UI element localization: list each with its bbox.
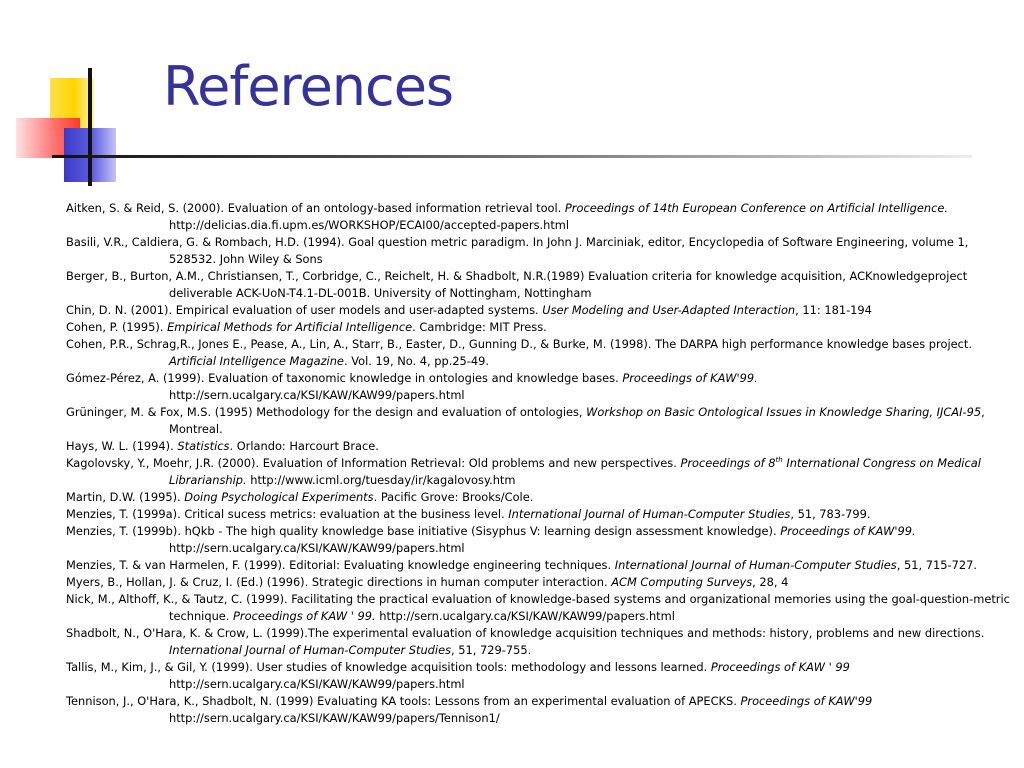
reference-entry bbox=[66, 506, 1016, 523]
reference-text: Aitken, S. & Reid, S. (2000). Evaluation of an ontology-based information retrieval tool. bbox=[66, 201, 565, 215]
reference-italic-text: Doing Psychological Experiments bbox=[184, 490, 374, 504]
reference-text: Menzies, T. (1999b). hQkb - The high quality knowledge base initiative (Sisyphus V: learning design assessment knowledge). bbox=[66, 524, 781, 538]
reference-superscript-wrap bbox=[776, 456, 783, 464]
reference-text: Basili, V.R., Caldiera, G. & Rombach, H.D. (1994). Goal question metric paradigm. In John J. Marciniak, editor, Encyclopedia of Software Engineering, volume 1, 528532. John Wiley & Sons bbox=[66, 235, 969, 266]
reference-italic-text: International Journal of Human-Computer Studies bbox=[614, 558, 897, 572]
reference-italic-text: Statistics bbox=[177, 439, 230, 453]
reference-text: . Pacific Grove: Brooks/Cole. bbox=[373, 490, 534, 504]
reference-text: Cohen, P. (1995). bbox=[66, 320, 168, 334]
reference-entry bbox=[66, 302, 1016, 319]
reference-text: http://sern.ucalgary.ca/KSI/KAW/KAW99/papers/Tennison1/ bbox=[169, 711, 500, 725]
reference-entry bbox=[66, 659, 1016, 693]
reference-italic-text: International Congress on Medical Librarianship. bbox=[169, 456, 981, 487]
reference-text: , 51, 729-755. bbox=[451, 643, 532, 657]
reference-italic-text: Proceedings of KAW'99 bbox=[740, 694, 873, 708]
reference-text: , 51, 715-727. bbox=[896, 558, 977, 572]
reference-text: http://sern.ucalgary.ca/KSI/KAW/KAW99/papers.html bbox=[169, 388, 465, 402]
reference-text: Hays, W. L. (1994). bbox=[66, 439, 178, 453]
reference-text: . Vol. 19, No. 4, pp.25-49. bbox=[343, 354, 490, 368]
reference-italic-text: Workshop on Basic Ontological Issues in Knowledge Sharing, IJCAI-95 bbox=[586, 405, 982, 419]
reference-entry bbox=[66, 234, 1016, 268]
reference-text: http://sern.ucalgary.ca/KSI/KAW/KAW99/papers.html bbox=[375, 609, 675, 623]
reference-text: , 51, 783-799. bbox=[790, 507, 871, 521]
reference-italic-text: ACM Computing Surveys bbox=[611, 575, 753, 589]
reference-text: Cohen, P.R., Schrag,R., Jones E., Pease, A., Lin, A., Starr, B., Easter, D., Gunning D., & Burke, M. (1998). The DARPA high performance knowledge bases project. bbox=[66, 337, 972, 351]
reference-text: Nick, M., Althoff, K., & Tautz, C. (1999). Facilitating the practical evaluation of knowledge-based systems and organizational memories using the goal-question-metric technique. bbox=[66, 592, 1010, 623]
reference-text: Martin, D.W. (1995). bbox=[66, 490, 185, 504]
reference-text: . Cambridge: MIT Press. bbox=[412, 320, 547, 334]
reference-text: Grüninger, M. & Fox, M.S. (1995) Methodology for the design and evaluation of ontologies, bbox=[66, 405, 587, 419]
reference-text: , 11: 181-194 bbox=[795, 303, 872, 317]
reference-text: http://sern.ucalgary.ca/KSI/KAW/KAW99/papers.html bbox=[169, 541, 465, 555]
reference-text: Chin, D. N. (2001). Empirical evaluation of user models and user-adapted systems. bbox=[66, 303, 543, 317]
reference-italic-text: Proceedings of KAW'99. bbox=[780, 524, 916, 538]
reference-text: Kagolovsky, Y., Moehr, J.R. (2000). Evaluation of Information Retrieval: Old problems and new perspectives. bbox=[66, 456, 681, 470]
reference-italic-text: Empirical Methods for Artificial Intelligence bbox=[167, 320, 413, 334]
reference-text: Tennison, J., O'Hara, K., Shadbolt, N. (1999) Evaluating KA tools: Lessons from an experimental evaluation of APECKS. bbox=[66, 694, 741, 708]
title-underline-rule bbox=[52, 155, 972, 158]
reference-entry bbox=[66, 693, 1016, 727]
reference-text: http://delicias.dia.fi.upm.es/WORKSHOP/ECAI00/accepted-papers.html bbox=[169, 218, 570, 232]
reference-text: Gómez-Pérez, A. (1999). Evaluation of taxonomic knowledge in ontologies and knowledge bases. bbox=[66, 371, 623, 385]
reference-text: , Montreal. bbox=[169, 405, 985, 436]
vertical-rule-decoration bbox=[88, 68, 92, 186]
reference-entry bbox=[66, 404, 1016, 438]
reference-entry bbox=[66, 523, 1016, 557]
reference-entry bbox=[66, 591, 1016, 625]
reference-text: Shadbolt, N., O'Hara, K. & Crow, L. (1999).The experimental evaluation of knowledge acquisition techniques and methods: history, problems and new directions. bbox=[66, 626, 985, 640]
reference-entry bbox=[66, 336, 1016, 370]
reference-entry bbox=[66, 200, 1016, 234]
reference-text: Myers, B., Hollan, J. & Cruz, I. (Ed.) (1996). Strategic directions in human computer interaction. bbox=[66, 575, 612, 589]
reference-italic-text: Proceedings of 8 bbox=[680, 456, 776, 470]
reference-text: http://sern.ucalgary.ca/KSI/KAW/KAW99/papers.html bbox=[169, 677, 465, 691]
reference-entry bbox=[66, 557, 1016, 574]
reference-entry bbox=[66, 489, 1016, 506]
reference-entry bbox=[66, 268, 1016, 302]
reference-entry bbox=[66, 574, 1016, 591]
reference-text: Menzies, T. (1999a). Critical sucess metrics: evaluation at the business level. bbox=[66, 507, 509, 521]
reference-text: http://www.icml.org/tuesday/ir/kagalovosy.htm bbox=[246, 473, 516, 487]
reference-italic-text: International Journal of Human-Computer Studies bbox=[169, 643, 452, 657]
reference-entry bbox=[66, 625, 1016, 659]
reference-italic-text: International Journal of Human-Computer Studies bbox=[508, 507, 791, 521]
reference-italic-text: Artificial Intelligence Magazine bbox=[169, 354, 344, 368]
reference-text: Tallis, M., Kim, J., & Gil, Y. (1999). User studies of knowledge acquisition tools: methodology and lessons learned. bbox=[66, 660, 711, 674]
reference-entry bbox=[66, 370, 1016, 404]
slide-title: References bbox=[163, 55, 454, 118]
reference-italic-text: Proceedings of KAW ' 99. bbox=[233, 609, 376, 623]
reference-text: , 28, 4 bbox=[752, 575, 789, 589]
reference-text: . Orlando: Harcourt Brace. bbox=[229, 439, 379, 453]
reference-italic-text: Proceedings of KAW ' 99 bbox=[710, 660, 850, 674]
reference-list bbox=[66, 200, 1016, 727]
reference-text: Berger, B., Burton, A.M., Christiansen, T., Corbridge, C., Reichelt, H. & Shadbolt, N.R.(1989) Evaluation criteria for knowledge acquisition, ACKnowledgeproject deliverable ACK-UoN-T4.1-DL-001B. University of Nottingham, Nottingham bbox=[66, 269, 968, 300]
slide-logo-graphic bbox=[0, 0, 180, 190]
reference-text: Menzies, T. & van Harmelen, F. (1999). Editorial: Evaluating knowledge engineering techniques. bbox=[66, 558, 615, 572]
reference-superscript: th bbox=[775, 456, 783, 465]
reference-entry bbox=[66, 438, 1016, 455]
reference-italic-text: Proceedings of KAW'99. bbox=[622, 371, 758, 385]
reference-italic-text: User Modeling and User-Adapted Interaction bbox=[542, 303, 796, 317]
reference-entry bbox=[66, 455, 1016, 489]
reference-italic-text: Proceedings of 14th European Conference on Artificial Intelligence. bbox=[564, 201, 948, 215]
reference-entry bbox=[66, 319, 1016, 336]
